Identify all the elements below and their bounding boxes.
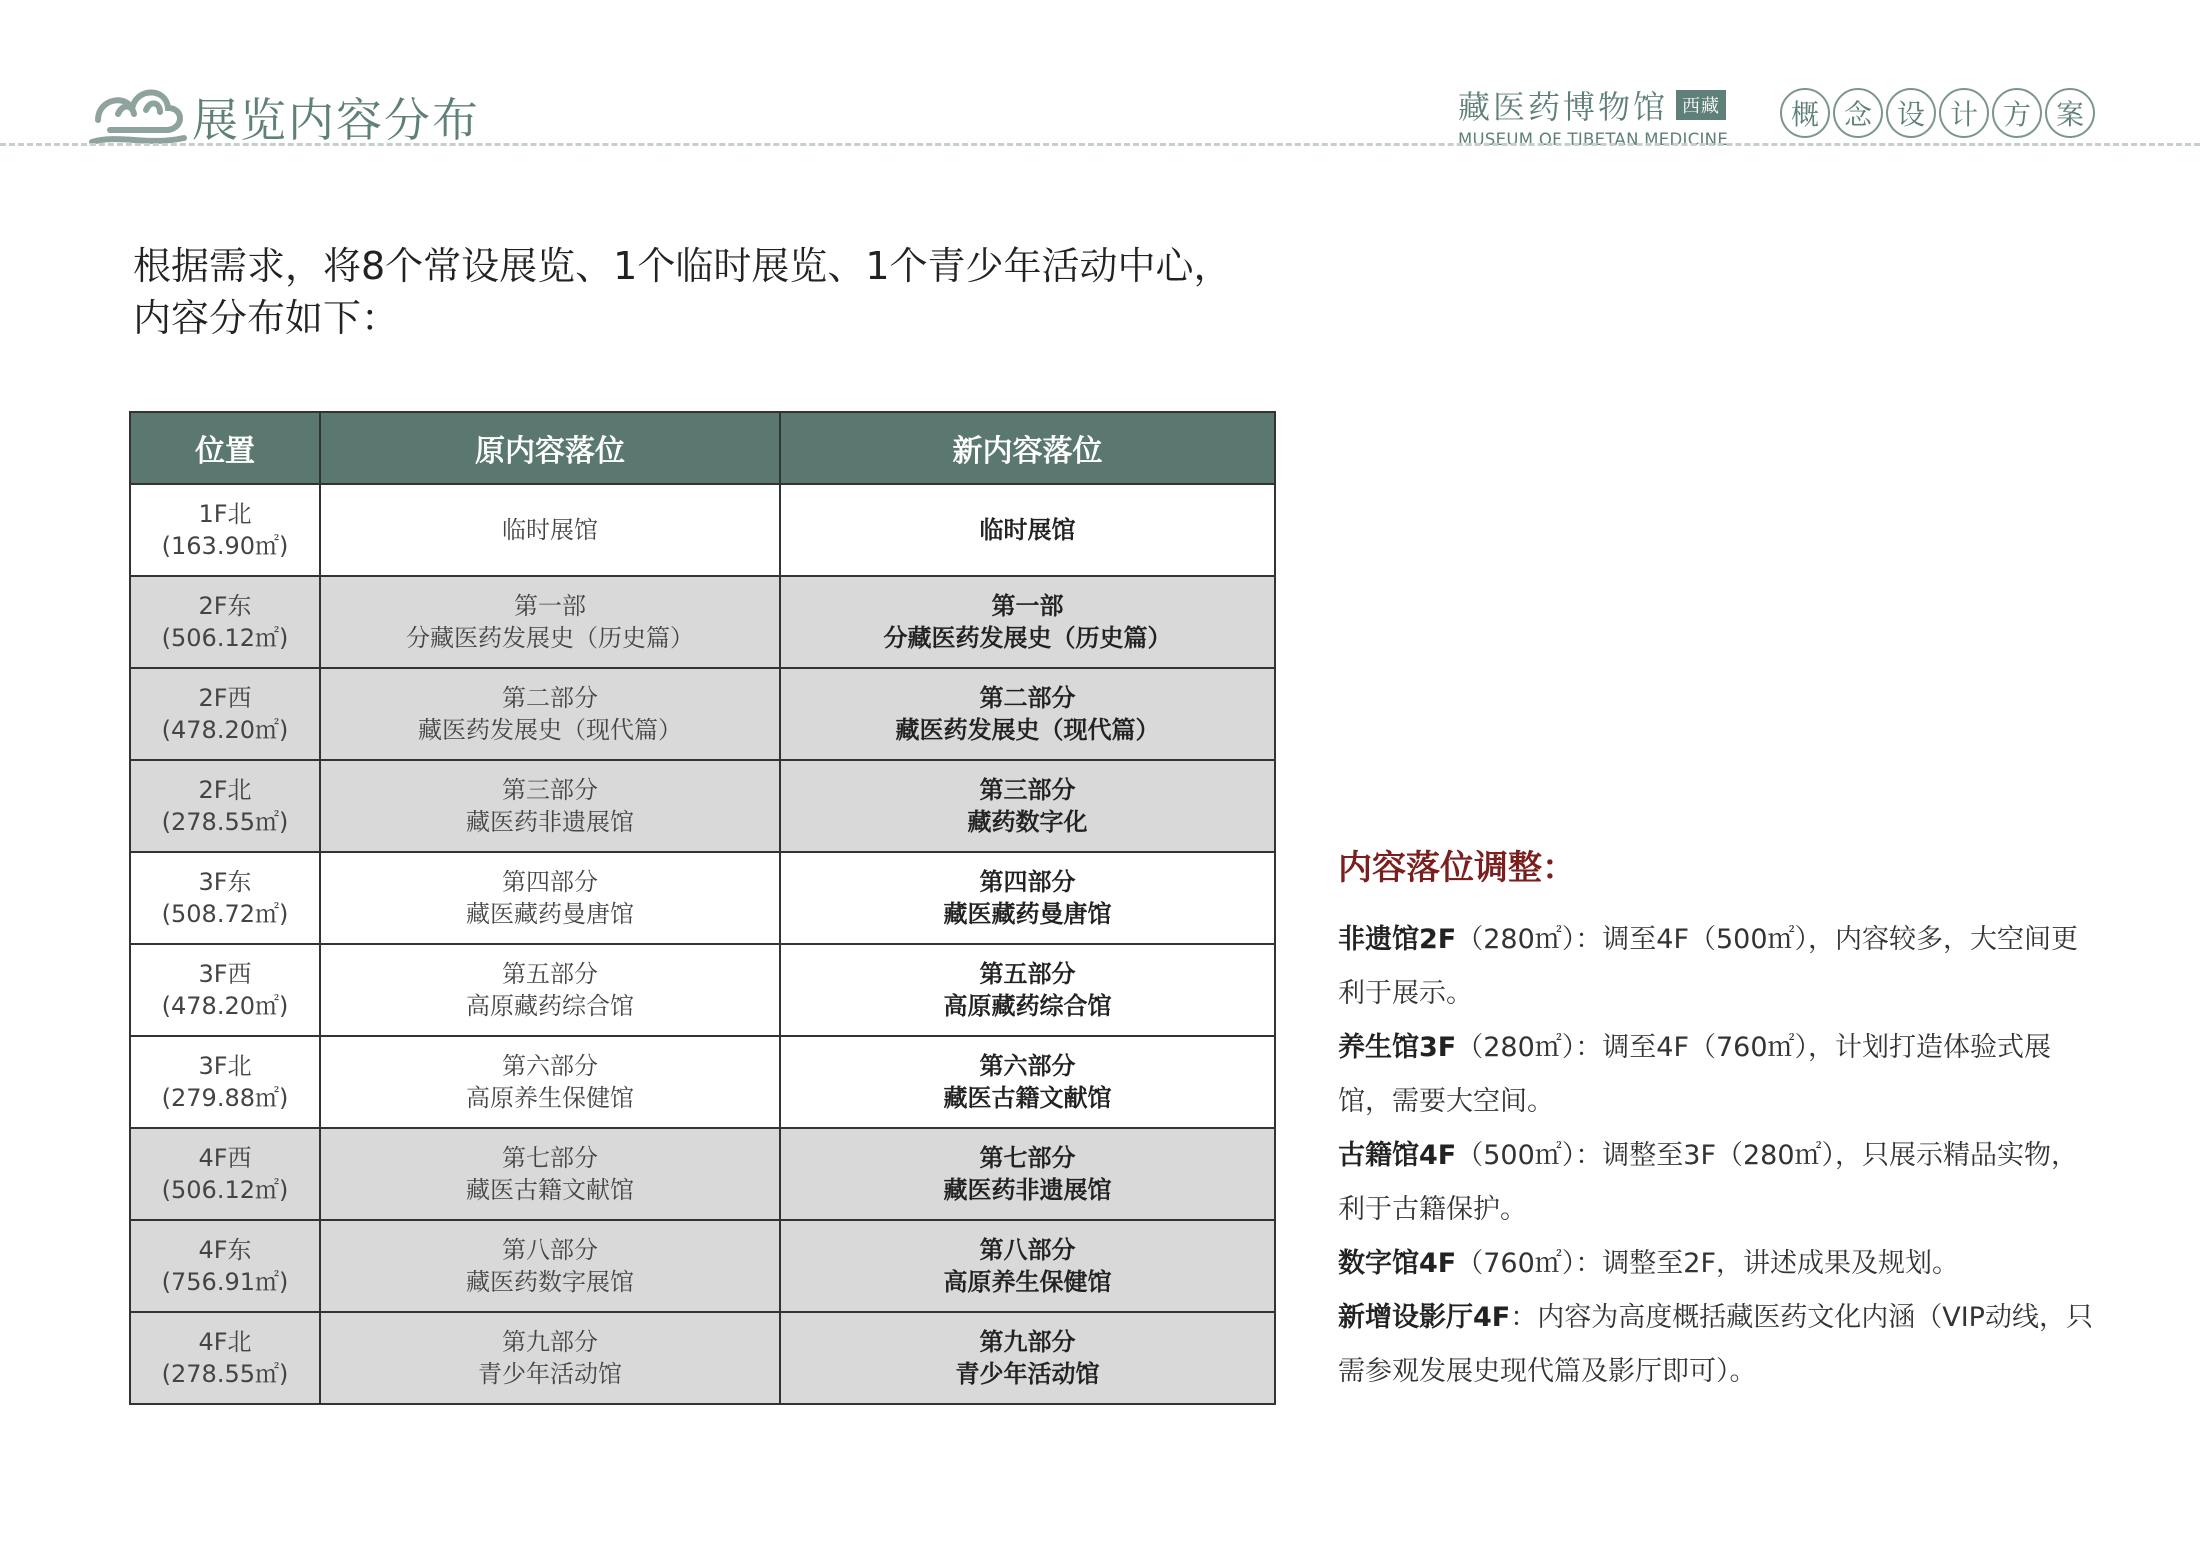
original-cell — [320, 852, 780, 944]
original-cell — [320, 760, 780, 852]
adjustment-text: （760㎡）：调整至2F，讲述成果及规划。 — [1456, 1248, 1959, 1279]
adjustment-item — [1338, 1129, 2098, 1237]
area: (506.12㎡) — [161, 1176, 289, 1204]
new-cell — [780, 1312, 1275, 1404]
floor: 1F北 — [198, 500, 252, 528]
floor: 2F西 — [198, 684, 252, 712]
location-cell — [130, 852, 320, 944]
floor: 3F北 — [198, 1052, 252, 1080]
new-cell — [780, 760, 1275, 852]
section: 第一部 — [514, 592, 586, 620]
hall: 藏医药发展史（现代篇） — [418, 716, 682, 744]
table-row — [130, 760, 1275, 852]
concept-char: 概 — [1780, 88, 1830, 138]
section: 第五部分 — [502, 960, 598, 988]
adjustment-item — [1338, 1237, 2098, 1291]
hall: 高原藏药综合馆 — [466, 992, 634, 1020]
area: (756.91㎡) — [161, 1268, 289, 1296]
hall: 藏医藏药曼唐馆 — [466, 900, 634, 928]
section: 第八部分 — [502, 1236, 598, 1264]
original-cell — [320, 1128, 780, 1220]
new-cell — [780, 668, 1275, 760]
area: (279.88㎡) — [161, 1084, 289, 1112]
hall: 高原养生保健馆 — [466, 1084, 634, 1112]
table-row — [130, 1220, 1275, 1312]
adjustment-key: 非遗馆2F — [1338, 924, 1457, 955]
table-row — [130, 484, 1275, 576]
concept-char: 案 — [2045, 88, 2095, 138]
area: (478.20㎡) — [161, 716, 289, 744]
intro-text — [133, 240, 1333, 344]
location-cell — [130, 484, 320, 576]
area: (508.72㎡) — [161, 900, 289, 928]
concept-design-badges — [1780, 88, 2095, 138]
new-cell — [780, 576, 1275, 668]
location-cell — [130, 1036, 320, 1128]
original-cell — [320, 484, 780, 576]
adjustment-item — [1338, 1291, 2098, 1399]
section: 第四部分 — [502, 868, 598, 896]
hall: 高原养生保健馆 — [943, 1268, 1112, 1296]
location-cell — [130, 944, 320, 1036]
area: (478.20㎡) — [161, 992, 289, 1020]
concept-char: 计 — [1939, 88, 1989, 138]
table-row — [130, 1312, 1275, 1404]
table-row — [130, 1036, 1275, 1128]
floor: 4F北 — [198, 1328, 252, 1356]
floor: 2F东 — [198, 592, 252, 620]
adjustment-text: （280㎡）：调至4F（500㎡），内容较多，大空间更利于展示。 — [1338, 924, 2079, 1009]
brand-tag: 西藏 — [1676, 90, 1726, 120]
hall: 青少年活动馆 — [478, 1360, 622, 1388]
adjustment-key: 古籍馆4F — [1338, 1140, 1457, 1171]
section: 第三部分 — [502, 776, 598, 804]
section: 第五部分 — [979, 960, 1076, 988]
hall: 藏医藏药曼唐馆 — [943, 900, 1112, 928]
area: (278.55㎡) — [161, 1360, 289, 1388]
section: 第四部分 — [979, 868, 1076, 896]
header-location: 位置 — [130, 412, 320, 484]
hall: 分藏医药发展史（历史篇） — [406, 624, 694, 652]
floor: 3F东 — [198, 868, 252, 896]
table-header-row — [130, 412, 1275, 484]
section: 第一部 — [991, 592, 1064, 620]
hall: 藏医药非遗展馆 — [466, 808, 634, 836]
adjustment-title: 内容落位调整： — [1338, 848, 1576, 888]
new-cell — [780, 852, 1275, 944]
section: 第七部分 — [502, 1144, 598, 1172]
floor: 4F西 — [198, 1144, 252, 1172]
concept-char: 设 — [1886, 88, 1936, 138]
hall: 藏医古籍文献馆 — [466, 1176, 634, 1204]
adjustment-key: 养生馆3F — [1338, 1032, 1457, 1063]
auspicious-cloud-icon — [88, 58, 188, 148]
adjustment-text: （500㎡）：调整至3F（280㎡），只展示精品实物，利于古籍保护。 — [1338, 1140, 2079, 1225]
location-cell — [130, 668, 320, 760]
hall: 青少年活动馆 — [955, 1360, 1100, 1388]
hall: 藏医药非遗展馆 — [943, 1176, 1112, 1204]
original-cell — [320, 576, 780, 668]
original-cell — [320, 1220, 780, 1312]
new-cell — [780, 944, 1275, 1036]
new-cell — [780, 1220, 1275, 1312]
section: 第八部分 — [979, 1236, 1076, 1264]
adjustment-key: 数字馆4F — [1338, 1248, 1457, 1279]
hall: 藏医药数字展馆 — [466, 1268, 634, 1296]
hall: 高原藏药综合馆 — [943, 992, 1112, 1020]
section: 第六部分 — [502, 1052, 598, 1080]
page-title: 展览内容分布 — [192, 93, 480, 147]
area: (278.55㎡) — [161, 808, 289, 836]
original-cell — [320, 1312, 780, 1404]
section: 临时展馆 — [502, 516, 598, 544]
section: 第二部分 — [979, 684, 1076, 712]
floor: 4F东 — [198, 1236, 252, 1264]
hall: 藏药数字化 — [967, 808, 1088, 836]
hall: 藏医药发展史（现代篇） — [895, 716, 1160, 744]
section: 临时展馆 — [979, 516, 1076, 544]
original-cell — [320, 668, 780, 760]
adjustment-panel — [1338, 840, 2098, 1399]
hall: 分藏医药发展史（历史篇） — [883, 624, 1172, 652]
location-cell — [130, 1128, 320, 1220]
distribution-table — [129, 411, 1274, 1405]
location-cell — [130, 760, 320, 852]
table-row — [130, 668, 1275, 760]
section: 第六部分 — [979, 1052, 1076, 1080]
section: 第三部分 — [979, 776, 1076, 804]
concept-char: 方 — [1992, 88, 2042, 138]
table-row — [130, 1128, 1275, 1220]
header-original: 原内容落位 — [320, 412, 780, 484]
location-cell — [130, 1312, 320, 1404]
brand-english-name: MUSEUM OF TIBETAN MEDICINE — [1458, 130, 1729, 149]
location-cell — [130, 576, 320, 668]
section: 第二部分 — [502, 684, 598, 712]
adjustment-text: （280㎡）：调至4F（760㎡），计划打造体验式展馆，需要大空间。 — [1338, 1032, 2052, 1117]
location-cell — [130, 1220, 320, 1312]
museum-brand — [1458, 82, 1758, 149]
area: (163.90㎡) — [161, 532, 289, 560]
section: 第九部分 — [502, 1328, 598, 1356]
adjustment-key: 新增设影厅4F — [1338, 1302, 1511, 1333]
area: (506.12㎡) — [161, 624, 289, 652]
adjustment-item — [1338, 1021, 2098, 1129]
table-row — [130, 576, 1275, 668]
new-cell — [780, 484, 1275, 576]
adjustment-text: ：内容为高度概括藏医药文化内涵（VIP动线，只需参观发展史现代篇及影厅即可）。 — [1338, 1302, 2093, 1387]
brand-name: 藏医药博物馆 — [1458, 88, 1669, 126]
original-cell — [320, 944, 780, 1036]
header-divider — [0, 143, 2200, 146]
page-header — [0, 0, 2200, 150]
hall: 藏医古籍文献馆 — [943, 1084, 1112, 1112]
new-cell — [780, 1036, 1275, 1128]
intro-line-2: 内容分布如下： — [133, 296, 400, 340]
section: 第九部分 — [979, 1328, 1076, 1356]
concept-char: 念 — [1833, 88, 1883, 138]
header-new: 新内容落位 — [780, 412, 1275, 484]
brand-name-row — [1458, 82, 1758, 128]
adjustment-item — [1338, 913, 2098, 1021]
table-row — [130, 852, 1275, 944]
original-cell — [320, 1036, 780, 1128]
intro-line-1: 根据需求，将8个常设展览、1个临时展览、1个青少年活动中心， — [133, 244, 1232, 288]
table-row — [130, 944, 1275, 1036]
floor: 2F北 — [198, 776, 252, 804]
floor: 3F西 — [198, 960, 252, 988]
section: 第七部分 — [979, 1144, 1076, 1172]
new-cell — [780, 1128, 1275, 1220]
